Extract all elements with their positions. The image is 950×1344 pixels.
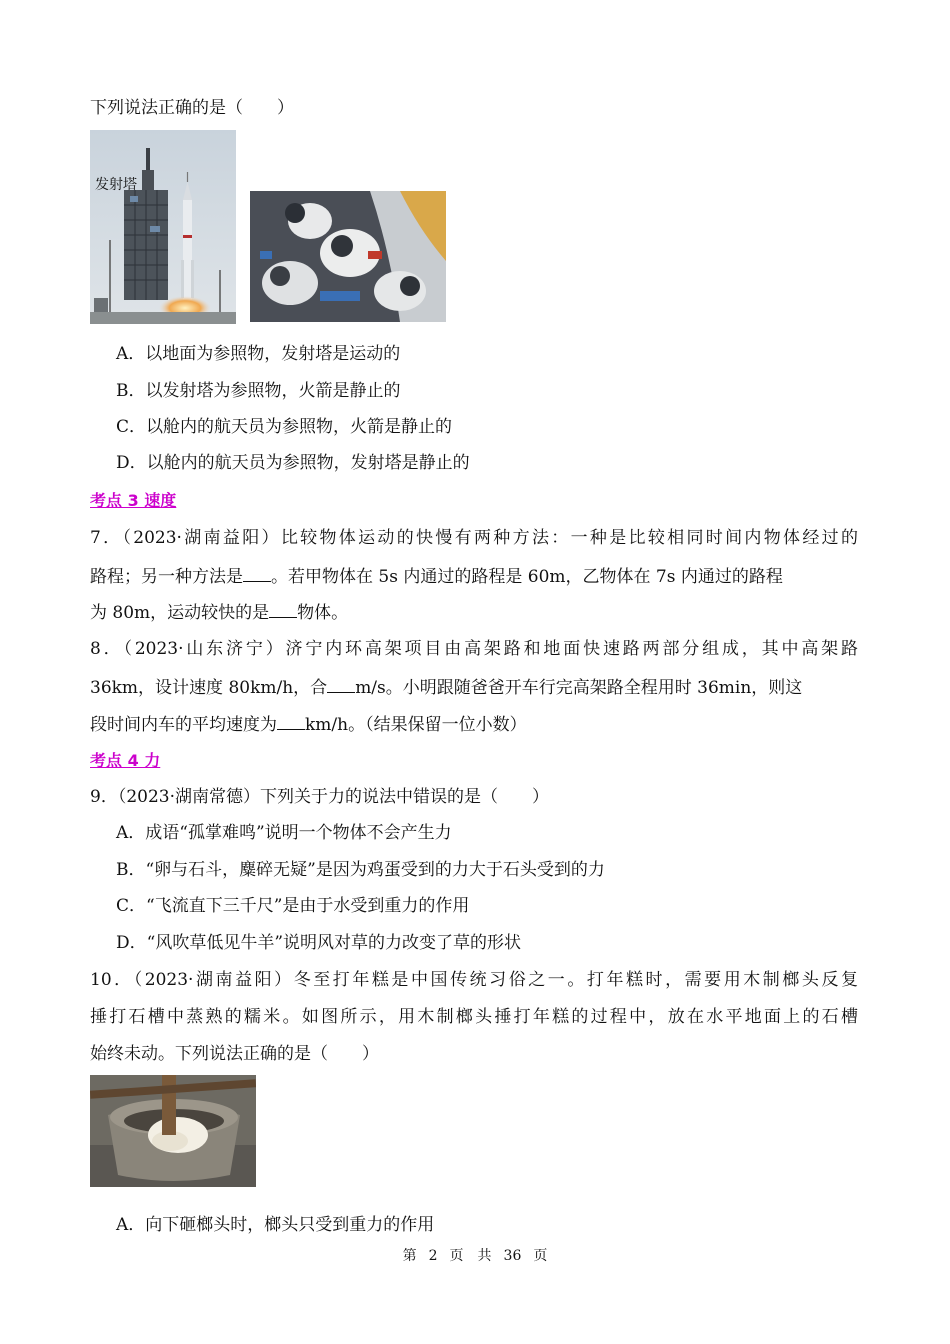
page-footer: 第 2 页 共 36 页 bbox=[402, 1248, 548, 1264]
q9-option-a: A．成语“孤掌难鸣”说明一个物体不会产生力 bbox=[116, 823, 452, 843]
answer-blank[interactable] bbox=[277, 712, 305, 730]
q7-line-3: 为 80m，运动较快的是 物体。 bbox=[90, 600, 348, 624]
total-pages: 36 bbox=[503, 1248, 522, 1264]
q10-line-3: 始终未动。下列说法正确的是（ ） bbox=[90, 1044, 379, 1064]
q9-option-b: B．“卵与石斗，麋碎无疑”是因为鸡蛋受到的力大于石头受到的力 bbox=[116, 860, 605, 880]
q8-line-1: 8．（2023·山东济宁）济宁内环高架项目由高架路和地面快速路两部分组成，其中高架路 bbox=[90, 639, 858, 659]
q7-line-2: 路程；另一种方法是 。若甲物体在 5s 内通过的路程是 60m，乙物体在 7s 内通过的路程 bbox=[90, 564, 783, 588]
section-heading-speed: 考点 3 速度 bbox=[90, 491, 177, 510]
answer-blank[interactable] bbox=[327, 675, 355, 693]
q6-option-a: A．以地面为参照物，发射塔是运动的 bbox=[116, 344, 401, 364]
q10-line-1: 10．（2023·湖南益阳）冬至打年糕是中国传统习俗之一。打年糕时，需要用木制榔头反复 bbox=[90, 970, 858, 990]
q6-option-b: B．以发射塔为参照物，火箭是静止的 bbox=[116, 381, 401, 401]
q9-stem: 9．（2023·湖南常德）下列关于力的说法中错误的是（ ） bbox=[90, 787, 549, 807]
q9-option-c: C．“飞流直下三千尺”是由于水受到重力的作用 bbox=[116, 896, 470, 916]
launch-tower-image bbox=[90, 130, 236, 324]
tower-label: 发射塔 bbox=[95, 177, 137, 193]
section-heading-force: 考点 4 力 bbox=[90, 751, 161, 770]
answer-blank[interactable] bbox=[269, 600, 297, 618]
q6-option-d: D．以舱内的航天员为参照物，发射塔是静止的 bbox=[116, 453, 470, 473]
q9-option-d: D．“风吹草低见牛羊”说明风对草的力改变了草的形状 bbox=[116, 933, 522, 953]
q8-line-3: 段时间内车的平均速度为 km/h。（结果保留一位小数） bbox=[90, 712, 527, 736]
astronauts-image bbox=[250, 191, 446, 322]
q6-option-c: C．以舱内的航天员为参照物，火箭是静止的 bbox=[116, 417, 453, 437]
answer-blank[interactable] bbox=[243, 564, 271, 582]
q10-line-2: 捶打石槽中蒸熟的糯米。如图所示，用木制榔头捶打年糕的过程中，放在水平地面上的石槽 bbox=[90, 1007, 858, 1027]
rice-cake-image bbox=[90, 1075, 256, 1187]
question-6-stem: 下列说法正确的是（ ） bbox=[90, 98, 294, 118]
q7-line-1: 7．（2023·湖南益阳）比较物体运动的快慢有两种方法：一种是比较相同时间内物体经过的 bbox=[90, 528, 858, 548]
page-number: 2 bbox=[428, 1248, 438, 1264]
q8-line-2: 36km，设计速度 80km/h，合 m/s。小明跟随爸爸开车行完高架路全程用时 36min，则这 bbox=[90, 675, 802, 699]
q10-option-a: A．向下砸榔头时，榔头只受到重力的作用 bbox=[116, 1215, 435, 1235]
